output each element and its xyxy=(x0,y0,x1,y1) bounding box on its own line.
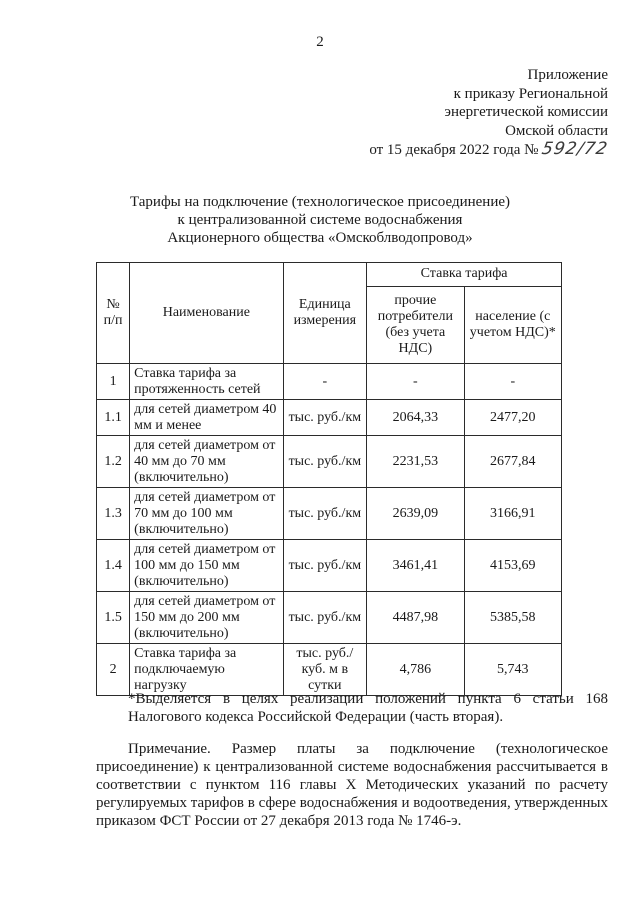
appendix-order-prefix: от 15 декабря 2022 года № xyxy=(369,142,539,158)
cell-population-value: 4153,69 xyxy=(464,540,561,592)
cell-unit: тыс. руб./км xyxy=(283,488,367,540)
cell-name: для сетей диаметром от 100 мм до 150 мм (включительно) xyxy=(130,540,283,592)
header-population: население (с учетом НДС)* xyxy=(464,286,561,363)
header-other-consumers: прочие потребители (без учета НДС) xyxy=(367,286,464,363)
cell-population-value: 5385,58 xyxy=(464,592,561,644)
cell-no: 1.1 xyxy=(97,400,130,436)
title-line: Акционерного общества «Омскоблводопровод» xyxy=(167,230,473,246)
appendix-line: энергетической комиссии xyxy=(444,104,608,120)
cell-population-value: 3166,91 xyxy=(464,488,561,540)
appendix-line: Приложение xyxy=(527,67,608,83)
table-row xyxy=(97,592,562,644)
cell-unit: тыс. руб./км xyxy=(283,540,367,592)
cell-no: 1 xyxy=(97,364,130,400)
cell-no: 1.2 xyxy=(97,436,130,488)
cell-population-value: - xyxy=(464,364,561,400)
handwritten-order-number: 592/72 xyxy=(540,139,610,159)
page-number: 2 xyxy=(316,34,324,50)
cell-population-value: 5,743 xyxy=(464,644,561,696)
title-line: к централизованной системе водоснабжения xyxy=(177,212,463,228)
cell-other-value: 3461,41 xyxy=(367,540,464,592)
table-row xyxy=(97,540,562,592)
tariff-table xyxy=(96,262,562,696)
table-row xyxy=(97,400,562,436)
header-name: Наименование xyxy=(130,263,283,364)
cell-name: для сетей диаметром от 40 мм до 70 мм (включительно) xyxy=(130,436,283,488)
appendix-line: к приказу Региональной xyxy=(453,85,608,102)
document-title xyxy=(0,193,640,247)
cell-other-value: 2231,53 xyxy=(367,436,464,488)
cell-unit: тыс. руб./км xyxy=(283,436,367,488)
cell-name: для сетей диаметром 40 мм и менее xyxy=(130,400,283,436)
header-rate-group: Ставка тарифа xyxy=(367,263,562,287)
cell-name: Ставка тарифа за протяженность сетей xyxy=(130,364,283,400)
header-no: № п/п xyxy=(97,263,130,364)
cell-unit: тыс. руб./км xyxy=(283,592,367,644)
table-row xyxy=(97,644,562,696)
cell-other-value: 2064,33 xyxy=(367,400,464,436)
table-row xyxy=(97,488,562,540)
footnote: *Выделяется в целях реализации положений пункта 6 статьи 168 Налогового кодекса Российской Федерации (часть вторая). xyxy=(128,691,608,725)
title-line: Тарифы на подключение (технологическое присоединение) xyxy=(129,194,511,210)
header-unit: Единица измерения xyxy=(283,263,367,364)
table-row xyxy=(97,364,562,400)
table-header-row xyxy=(97,263,562,287)
cell-name: для сетей диаметром от 70 мм до 100 мм (включительно) xyxy=(130,488,283,540)
note-paragraph: Примечание. Размер платы за подключение (технологическое присоединение) к централизованной системе водоснабжения рассчитывается в соответствии с пунктом 116 главы X Методических указаний по расчету регулируемых тарифов в сфере водоснабжения и водоотведения, утвержденных приказом ФСТ России от 27 декабря 2013 года № 1746-э. xyxy=(96,741,608,829)
cell-no: 1.5 xyxy=(97,592,130,644)
appendix-line: Омской области xyxy=(505,122,608,139)
cell-no: 1.4 xyxy=(97,540,130,592)
cell-population-value: 2477,20 xyxy=(464,400,561,436)
appendix-header xyxy=(369,66,608,160)
cell-no: 2 xyxy=(97,644,130,696)
cell-other-value: - xyxy=(367,364,464,400)
cell-other-value: 2639,09 xyxy=(367,488,464,540)
cell-other-value: 4,786 xyxy=(367,644,464,696)
cell-unit: тыс. руб./ куб. м в сутки xyxy=(283,644,367,696)
cell-other-value: 4487,98 xyxy=(367,592,464,644)
appendix-order-line xyxy=(369,140,608,160)
cell-unit: тыс. руб./км xyxy=(283,400,367,436)
cell-unit: - xyxy=(283,364,367,400)
cell-name: Ставка тарифа за подключаемую нагрузку xyxy=(130,644,283,696)
cell-name: для сетей диаметром от 150 мм до 200 мм (включительно) xyxy=(130,592,283,644)
cell-no: 1.3 xyxy=(97,488,130,540)
table-row xyxy=(97,436,562,488)
cell-population-value: 2677,84 xyxy=(464,436,561,488)
